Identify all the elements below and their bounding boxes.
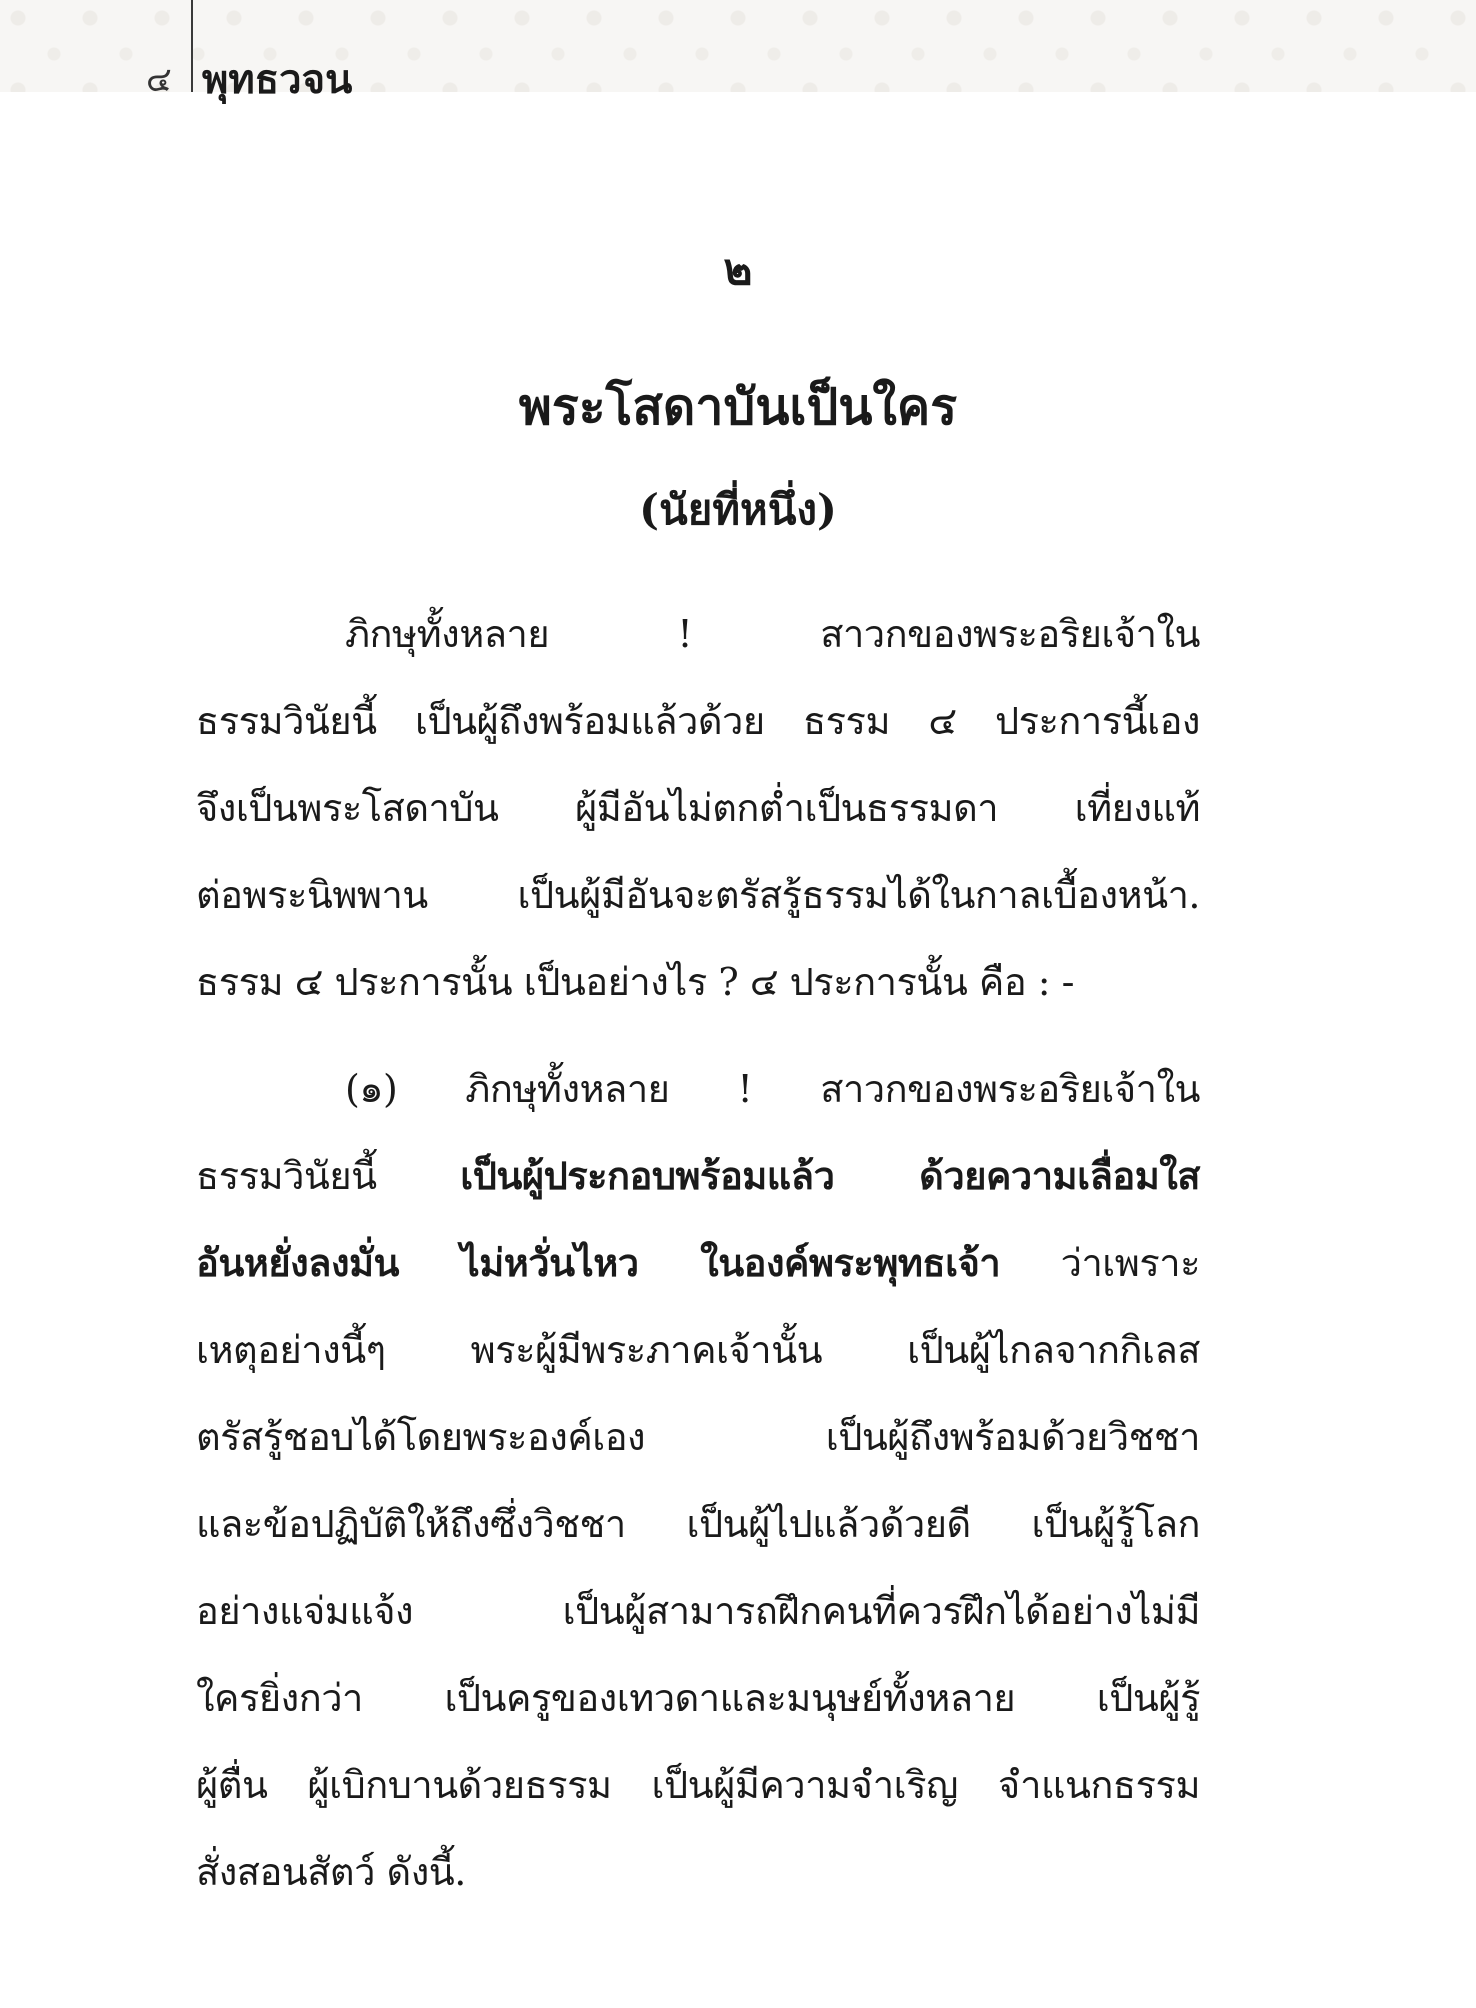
bold-text-span: เป็นผู้ประกอบพร้อมแล้ว ด้วยความเลื่อมใส — [460, 1153, 1200, 1198]
paragraph-1-line: ภิกษุทั้งหลาย ! สาวกของพระอริยเจ้าใน — [345, 612, 1200, 656]
running-title: พุทธวจน — [202, 56, 353, 103]
paragraph-2-line: และข้อปฏิบัติให้ถึงซึ่งวิชชา เป็นผู้ไปแล้วด้วยดี เป็นผู้รู้โลก — [196, 1502, 1200, 1546]
paragraph-1-line: ธรรม ๔ ประการนั้น เป็นอย่างไร ? ๔ ประการนั้น คือ : - — [196, 960, 1074, 1004]
text-span: ธรรมวินัยนี้ — [196, 1154, 461, 1198]
paragraph-2-line: อย่างแจ่มแจ้ง เป็นผู้สามารถฝึกคนที่ควรฝึกได้อย่างไม่มี — [196, 1589, 1200, 1633]
paragraph-1-line: ธรรมวินัยนี้ เป็นผู้ถึงพร้อมแล้วด้วย ธรรม ๔ ประการนี้เอง — [196, 699, 1200, 743]
paragraph-2-line: ใครยิ่งกว่า เป็นครูของเทวดาและมนุษย์ทั้งหลาย เป็นผู้รู้ — [196, 1676, 1200, 1720]
text-span: ว่าเพราะ — [1000, 1241, 1200, 1285]
paragraph-1-line: ต่อพระนิพพาน เป็นผู้มีอันจะตรัสรู้ธรรมได้ในกาลเบื้องหน้า. — [196, 873, 1200, 917]
paragraph-1-line: จึงเป็นพระโสดาบัน ผู้มีอันไม่ตกต่ำเป็นธรรมดา เที่ยงแท้ — [196, 786, 1200, 830]
paragraph-2-line — [196, 1233, 1200, 1293]
bold-text-span: อันหยั่งลงมั่น ไม่หวั่นไหว ในองค์พระพุทธเจ้า — [196, 1240, 1001, 1285]
paragraph-2-line: (๑) ภิกษุทั้งหลาย ! สาวกของพระอริยเจ้าใน — [345, 1067, 1200, 1111]
paragraph-2-line: เหตุอย่างนี้ๆ พระผู้มีพระภาคเจ้านั้น เป็นผู้ไกลจากกิเลส — [196, 1328, 1200, 1372]
chapter-subtitle: (นัยที่หนึ่ง) — [639, 485, 837, 534]
paragraph-2-line: ผู้ตื่น ผู้เบิกบานด้วยธรรม เป็นผู้มีความจำเริญ จำแนกธรรม — [196, 1763, 1200, 1807]
chapter-number: ๒ — [723, 244, 753, 295]
paragraph-2-line: ตรัสรู้ชอบได้โดยพระองค์เอง เป็นผู้ถึงพร้อมด้วยวิชชา — [196, 1415, 1200, 1459]
chapter-title: พระโสดาบันเป็นใคร — [518, 377, 958, 436]
paragraph-2-line — [196, 1146, 1200, 1206]
page-number: ๔ — [146, 60, 172, 100]
paragraph-2-line: สั่งสอนสัตว์ ดังนี้. — [196, 1850, 466, 1894]
header-divider — [191, 0, 193, 92]
